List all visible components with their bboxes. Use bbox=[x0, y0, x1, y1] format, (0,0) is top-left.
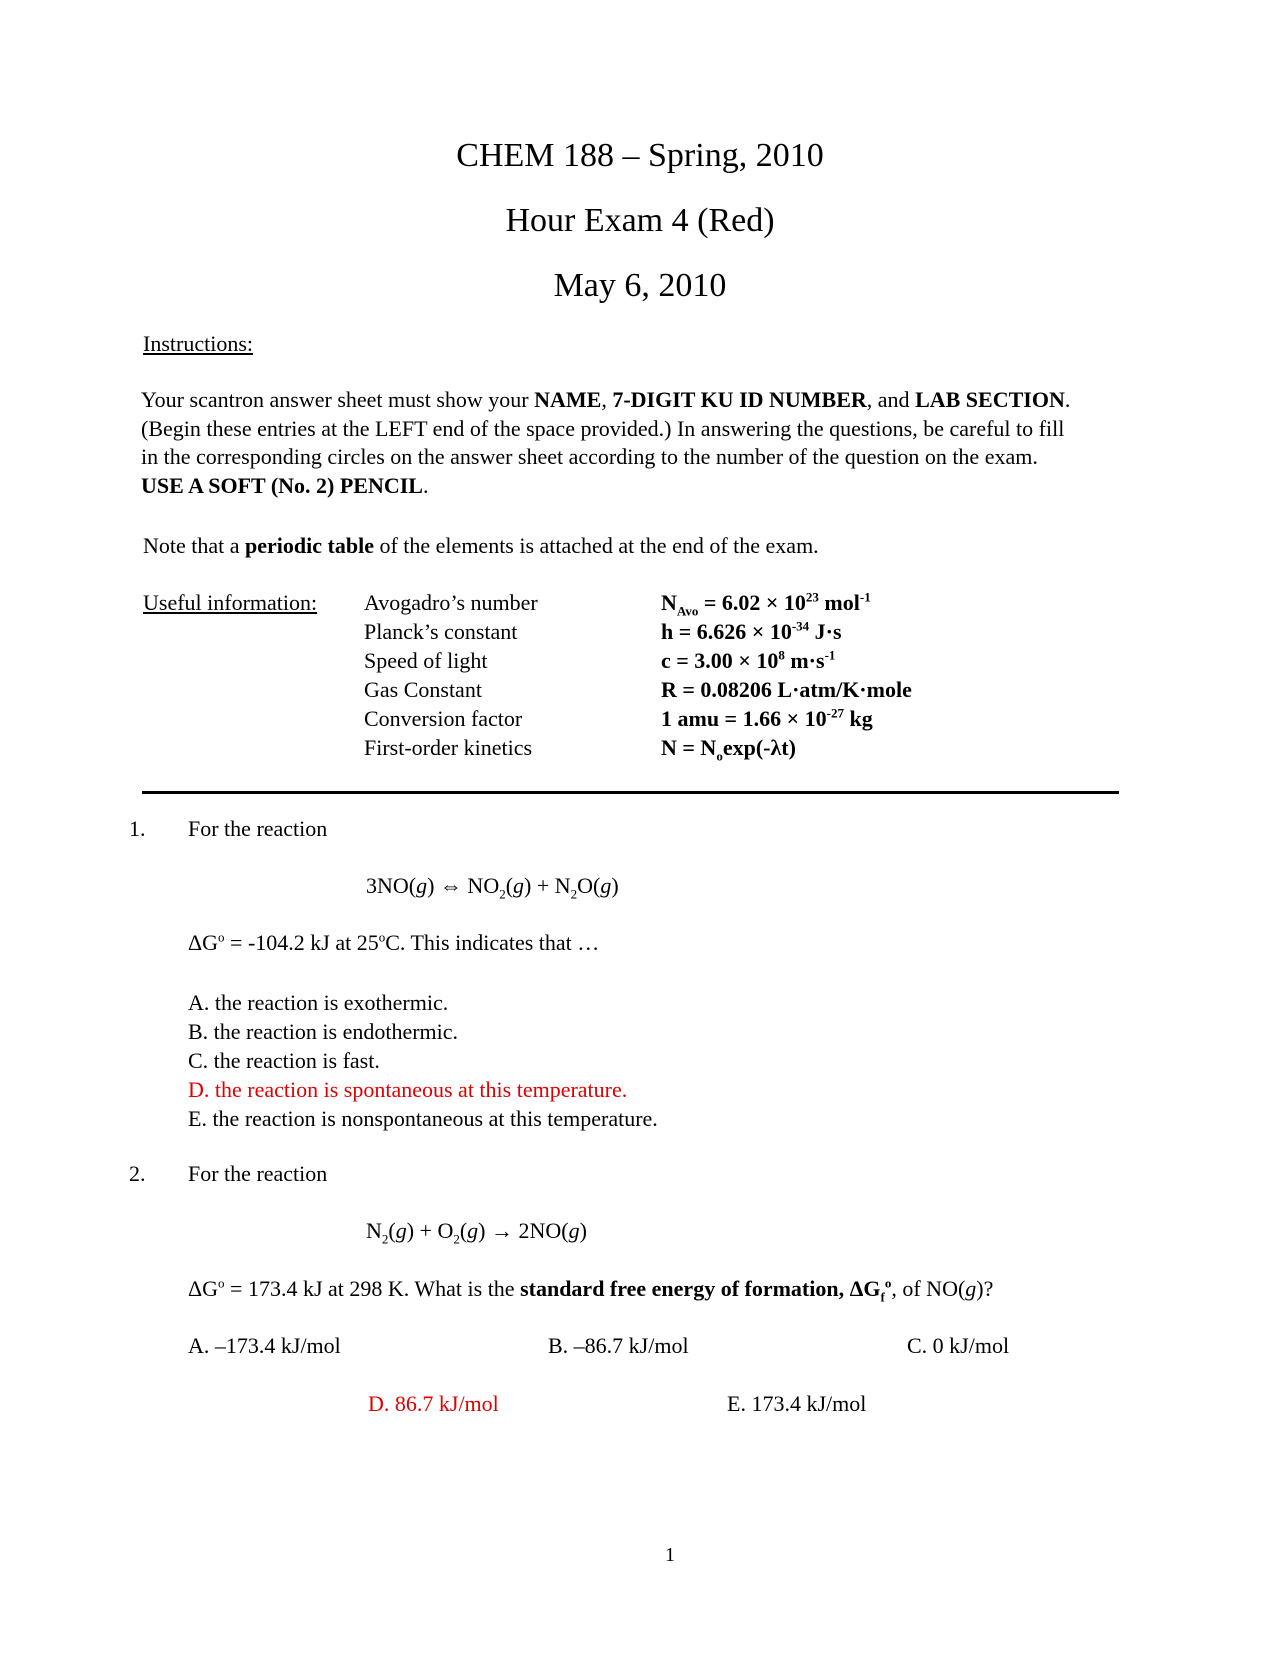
q2-free-energy: $\Delta G^o = 173.4$ kJ at 298 K. What is the standard free energy of formation, $\Delta G_f^o$, of NO(g)? bbox=[188, 1275, 994, 1305]
kinetics-value: $N = N_o\exp(-\lambda t)$ bbox=[661, 735, 796, 764]
constant-name: Speed of light bbox=[364, 648, 488, 673]
conversion-value: 1 amu = $1.66 \times 10^{-27}$ kg bbox=[661, 705, 873, 731]
q1-option-c: C. the reaction is fast. bbox=[188, 1048, 380, 1073]
periodic-table-note: Note that a periodic table of the elements is attached at the end of the exam. bbox=[143, 533, 819, 558]
constant-name: Planck’s constant bbox=[364, 619, 518, 644]
constant-names bbox=[364, 590, 538, 764]
q2-option-b: B. –86.7 kJ/mol bbox=[548, 1333, 689, 1358]
q1-option-a: A. the reaction is exothermic. bbox=[188, 990, 449, 1015]
divider bbox=[142, 791, 1119, 794]
planck-value: $h = 6.626 \times 10^{-34}$ J·s bbox=[661, 618, 842, 644]
instructions-heading: Instructions: bbox=[143, 331, 253, 356]
instructions-paragraph: Your scantron answer sheet must show your NAME, 7-DIGIT KU ID NUMBER, and LAB SECTION. (Begin these entries at the LEFT end of the space provided.) In answering the questions, be careful to fill in the corresponding circles on the answer sheet according to the number of the question on the exam. USE A SOFT (No. 2) PENCIL. bbox=[141, 387, 1071, 498]
q1-free-energy: $\Delta G^o = -104.2$ kJ at 25$^o$C. This indicates that … bbox=[188, 929, 600, 955]
gas-constant-value: R = 0.08206 L·atm/K·mole bbox=[661, 677, 912, 702]
q2-number: 2. bbox=[129, 1161, 146, 1186]
constant-values bbox=[661, 590, 912, 764]
q2-option-d-answer: D. 86.7 kJ/mol bbox=[368, 1391, 499, 1416]
constant-name: Conversion factor bbox=[364, 706, 523, 731]
q2-option-a: A. –173.4 kJ/mol bbox=[188, 1333, 341, 1358]
q1-number: 1. bbox=[129, 816, 146, 841]
q2-option-c: C. 0 kJ/mol bbox=[907, 1333, 1010, 1358]
q2-equation: $N_2(g) + O_2(g) \to 2NO(g)$ bbox=[366, 1218, 587, 1247]
constant-name: Avogadro’s number bbox=[364, 590, 538, 615]
exam-date: May 6, 2010 bbox=[553, 267, 727, 304]
avogadro-value: $N_{Avo} = 6.02 \times 10^{23}$ mol$^{-1}$ bbox=[661, 589, 871, 619]
q2-stem: For the reaction bbox=[188, 1161, 328, 1186]
q1-equation: 3NO(g) ⇔ $NO_2(g) + N_2O(g)$ bbox=[366, 873, 619, 902]
useful-info-label: Useful information: bbox=[143, 590, 318, 615]
q1-option-d-answer: D. the reaction is spontaneous at this temperature. bbox=[188, 1077, 628, 1102]
q1-option-e: E. the reaction is nonspontaneous at this temperature. bbox=[188, 1106, 658, 1131]
exam-title: Hour Exam 4 (Red) bbox=[505, 202, 775, 239]
q1-stem: For the reaction bbox=[188, 816, 328, 841]
light-speed-value: $c = 3.00 \times 10^8$ $m\cdot s^{-1}$ bbox=[661, 647, 836, 673]
course-title: CHEM 188 – Spring, 2010 bbox=[456, 137, 824, 174]
constant-name: Gas Constant bbox=[364, 677, 482, 702]
q1-option-b: B. the reaction is endothermic. bbox=[188, 1019, 459, 1044]
q2-option-e: E. 173.4 kJ/mol bbox=[727, 1391, 867, 1416]
constant-name: First-order kinetics bbox=[364, 735, 533, 760]
q1-options bbox=[188, 988, 658, 1133]
page-number: 1 bbox=[665, 1544, 675, 1566]
